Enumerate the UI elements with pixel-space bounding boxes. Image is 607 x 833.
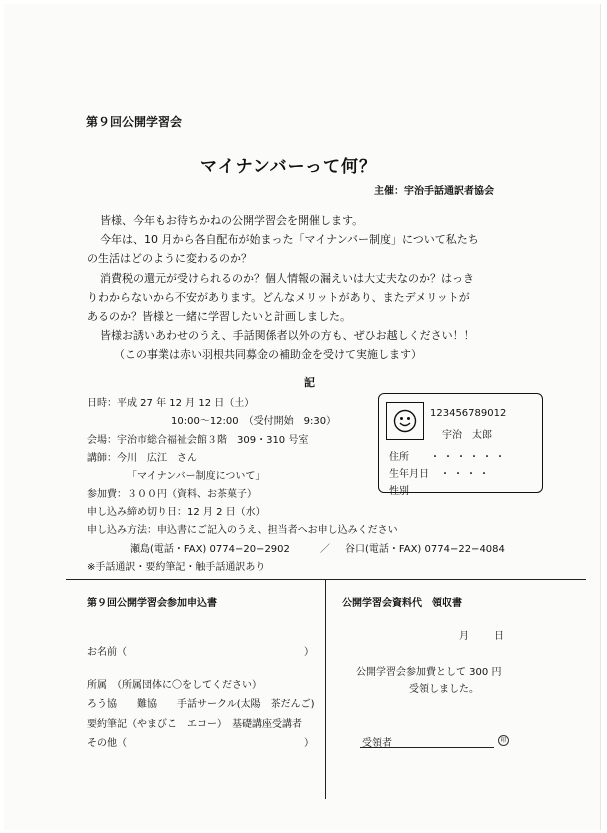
card-birth-dots: ・・・・: [440, 469, 492, 480]
card-address-label: 住所: [389, 452, 409, 463]
event-venue: 会場：宇治市総合福祉会館３階 309・310 号室: [87, 435, 309, 446]
receipt-day: 日: [494, 631, 504, 642]
card-name: 宇治 太郎: [442, 430, 492, 441]
receiver-underline: [360, 747, 494, 748]
receipt-title: 公開学習会資料代 領収書: [342, 598, 462, 609]
organizer: 主催：宇治手話通訳者協会: [374, 186, 494, 197]
event-method: 申し込み方法：申込書にご記入のうえ、担当者へお申し込みください: [87, 525, 398, 536]
affiliation-label: 所属 （所属団体に〇をしてください）: [87, 680, 262, 691]
card-number: 123456789012: [430, 408, 507, 419]
intro-line: 今年は、10 月から各自配布が始まった「マイナンバー制度」について私たち: [100, 233, 479, 246]
event-deadline: 申し込み締め切り日：12 月 2 日（水）: [87, 507, 266, 518]
intro-line: の生活はどのように変わるのか？: [87, 252, 252, 265]
event-lecturer: 講師：今川 広江 さん: [87, 453, 197, 464]
contact-sejima: 瀬島(電話・FAX) 0774−20−2902: [130, 544, 290, 555]
card-sex-label: 性別: [389, 486, 409, 497]
intro-line: 皆様、今年もお待ちかねの公開学習会を開催します。: [100, 214, 364, 227]
support-note: ※手話通訳・要約筆記・触手話通訳あり: [87, 562, 266, 573]
application-title: 第９回公開学習会参加申込書: [87, 598, 217, 609]
intro-line: あるのか？皆様と一緒に学習したいと計画しました。: [87, 310, 351, 323]
card-address-dots: ・・・・・・: [430, 452, 508, 463]
name-close: ）: [304, 647, 314, 658]
contact-separator: ／: [320, 544, 330, 555]
intro-line: 消費税の還元が受けられるのか？個人情報の漏えいは大丈夫なのか？はっき: [100, 272, 474, 285]
name-label[interactable]: お名前（: [87, 647, 127, 658]
other-close: ）: [304, 738, 314, 749]
receiver-label: 受領者: [362, 738, 392, 749]
event-time: 10:00〜12:00 （受付開始 9:30）: [171, 416, 337, 427]
cut-line: [66, 579, 586, 580]
intro-line: （この事業は赤い羽根共同募金の補助金を受けて実施します）: [114, 348, 422, 361]
smiley-face-icon: [393, 409, 417, 433]
receipt-line-1: 公開学習会参加費として 300 円: [356, 667, 502, 678]
affiliation-options-2[interactable]: 要約筆記（やまびこ エコー） 基礎講座受講者: [87, 719, 302, 730]
receipt-month: 月: [459, 631, 469, 642]
intro-line: りわからないから不安があります。どんなメリットがあり、またデメリットが: [87, 291, 470, 304]
flyer-page: [4, 4, 601, 830]
other-label[interactable]: その他（: [87, 738, 127, 749]
session-heading: 第９回公開学習会: [86, 115, 183, 129]
seal-mark: 印: [498, 735, 509, 746]
form-divider: [325, 579, 326, 799]
affiliation-options-1[interactable]: ろう協 難協 手話サークル(太陽 茶だんご): [87, 699, 315, 710]
receipt-line-2: 受領しました。: [409, 684, 479, 695]
card-birth-label: 生年月日: [389, 469, 429, 480]
event-date: 日時：平成 27 年 12 月 12 日（土）: [87, 398, 255, 409]
event-topic: 「マイナンバー制度について」: [127, 471, 266, 482]
contact-taniguchi: 谷口(電話・FAX) 0774−22−4084: [345, 544, 505, 555]
intro-line: 皆様お誘いあわせのうえ、手話関係者以外の方も、ぜひお越しください！！: [100, 329, 475, 342]
card-photo: [386, 402, 424, 440]
ki-heading: 記: [304, 376, 315, 389]
event-fee: 参加費：３００円（資料、お茶菓子）: [87, 489, 257, 500]
page-title: マイナンバーって何？: [200, 157, 377, 177]
